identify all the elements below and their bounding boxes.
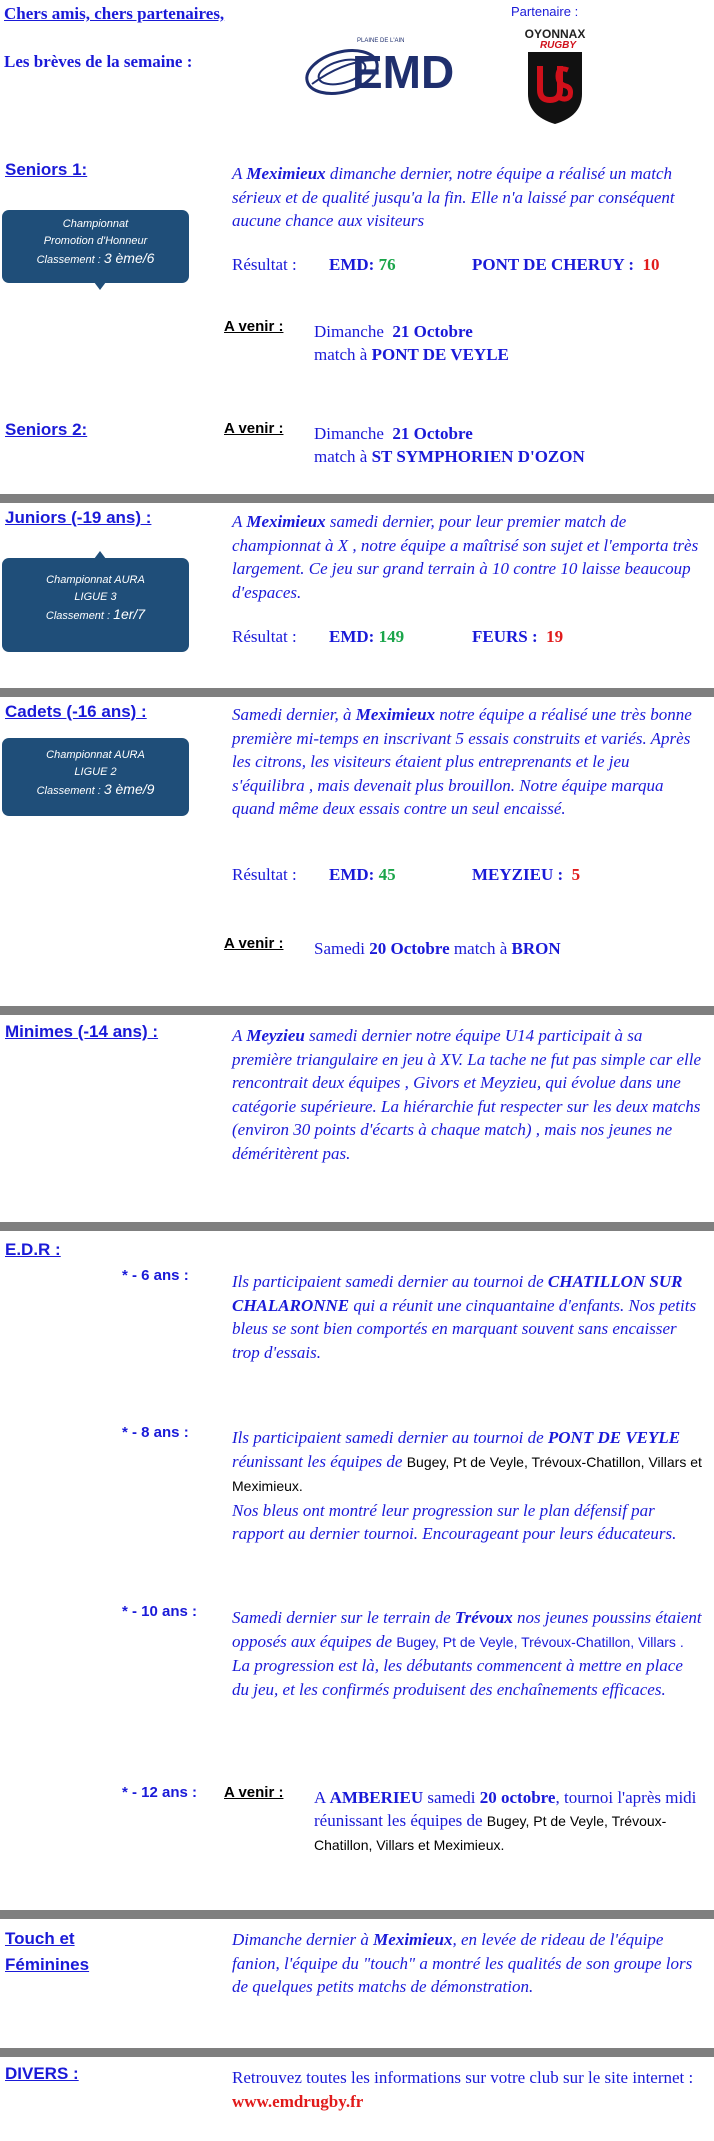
minimes-title: Minimes (-14 ans) : [5,1022,159,1041]
edr-u12-upcoming-label: A venir : [224,1784,284,1801]
club-website-link[interactable]: www.emdrugby.fr [232,2091,364,2111]
section-separator [0,688,714,697]
juniors-result: Résultat : EMD: 149 FEURS : 19 [232,627,564,646]
emd-logo [302,32,462,102]
seniors1-report: A Meximieux dimanche dernier, notre équipe a réalisé un match sérieux et de qualité jusqu'a la fin. Elle n'a laissé par conséquent aucune chance aux visiteurs [232,164,675,230]
cadets-upcoming-label: A venir : [224,935,284,952]
seniors1-result: Résultat : EMD: 76 PONT DE CHERUY : 10 [232,255,660,274]
seniors1-title: Seniors 1: [5,160,88,179]
partner-label: Partenaire : [511,4,579,19]
seniors1-ranking-badge: Championnat Promotion d'Honneur Classement : 3 ème/6 [2,210,189,283]
cadets-ranking-badge: Championnat AURA LIGUE 2 Classement : 3 ème/9 [2,738,189,816]
section-separator [0,494,714,503]
section-separator [0,2048,714,2057]
edr-u6-label: * - 6 ans : [122,1267,189,1284]
section-separator [0,1222,714,1231]
edr-u10-label: * - 10 ans : [122,1603,198,1620]
juniors-ranking-badge: Championnat AURA LIGUE 3 Classement : 1er/7 [2,558,189,652]
divers-title: DIVERS : [5,2064,79,2083]
greeting: Chers amis, chers partenaires, [4,4,225,23]
juniors-title: Juniors (-19 ans) : [5,508,152,527]
weekly-news-title: Les brèves de la semaine : [4,52,193,71]
cadets-upcoming: Samedi 20 Octobre match à BRON [314,939,561,958]
edr-u8-report: Ils participaient samedi dernier au tournoi de PONT DE VEYLE réunissant les équipes de Bugey, Pt de Veyle, Trévoux-Chatillon, Villars et Meximieux. Nos bleus ont montré leur progression sur le plan défensif par rapport au dernier tournoi. Encourageant pour leurs éducateurs. [232,1428,702,1543]
touch-report: Dimanche dernier à Meximieux, en levée de rideau de l'équipe fanion, l'équipe du "touch" a montré les qualités de son groupe lors de quelques petits matchs de démonstration. [232,1930,693,1996]
seniors1-upcoming-label: A venir : [224,318,284,335]
seniors1-upcoming: Dimanche 21 Octobre match à PONT DE VEYLE [314,322,509,364]
svg-text:OYONNAX: OYONNAX [524,27,586,41]
edr-u12-label: * - 12 ans : [122,1784,198,1801]
svg-text:EMD: EMD [352,46,455,98]
edr-u8-label: * - 8 ans : [122,1424,189,1441]
edr-u6-report: Ils participaient samedi dernier au tournoi de CHATILLON SUR CHALARONNE qui a réunit une cinquantaine d'enfants. Nos petits bleus se sont bien comportés en marquant souvent sans encaisser trop d'essais. [232,1272,697,1362]
section-separator [0,1910,714,1919]
edr-title: E.D.R : [5,1240,61,1259]
divers-text: Retrouvez toutes les informations sur votre club sur le site internet : www.emdrugby.fr [232,2068,694,2111]
cadets-report: Samedi dernier, à Meximieux notre équipe a réalisé une très bonne première mi-temps en inscrivant 5 essais construits et variés. Après les citrons, les visiteurs étaient plus entreprenants et le jeu s'équilibra , mais devenait plus brouillon. Notre équipe marqua quand même deux essais contre un seul encaissé. [232,705,692,818]
edr-u10-report: Samedi dernier sur le terrain de Trévoux nos jeunes poussins étaient opposés aux équipes de Bugey, Pt de Veyle, Trévoux-Chatillon, Villars . La progression est là, les débutants commencent à mettre en place du jeu, et les confirmés produisent des enchaînements efficaces. [232,1608,702,1699]
cadets-title: Cadets (-16 ans) : [5,702,147,721]
seniors2-title: Seniors 2: [5,420,88,439]
section-separator [0,1006,714,1015]
edr-u12-upcoming: A AMBERIEU samedi 20 octobre, tournoi l'après midi réunissant les équipes de Bugey, Pt de Veyle, Trévoux-Chatillon, Villars et Meximieux. [314,1788,697,1853]
minimes-report: A Meyzieu samedi dernier notre équipe U14 participait à sa première triangulaire en jeu à XV. La tache ne fut pas simple car elle rencontrait deux équipes , Givors et Meyzieu, qui évolue dans une catégorie supérieure. La hiérarchie fut respecter sur les deux matchs (environ 30 points d'écarts à chaque match) , mais nos jeunes ne déméritèrent pas. [232,1026,701,1163]
seniors2-upcoming-label: A venir : [224,420,284,437]
svg-text:PLAINE DE L'AIN: PLAINE DE L'AIN [357,38,405,44]
oyonnax-rugby-logo [520,26,590,126]
seniors2-upcoming: Dimanche 21 Octobre match à ST SYMPHORIEN D'OZON [314,424,585,466]
touch-title: Touch et Féminines [5,1929,90,1974]
svg-text:RUGBY: RUGBY [539,40,577,51]
cadets-result: Résultat : EMD: 45 MEYZIEU : 5 [232,865,581,884]
juniors-report: A Meximieux samedi dernier, pour leur premier match de championnat à X , notre équipe a maîtrisé son sujet et l'emporta très largement. Ce jeu sur grand terrain à 10 contre 10 laisse beaucoup d'espaces. [232,512,699,602]
